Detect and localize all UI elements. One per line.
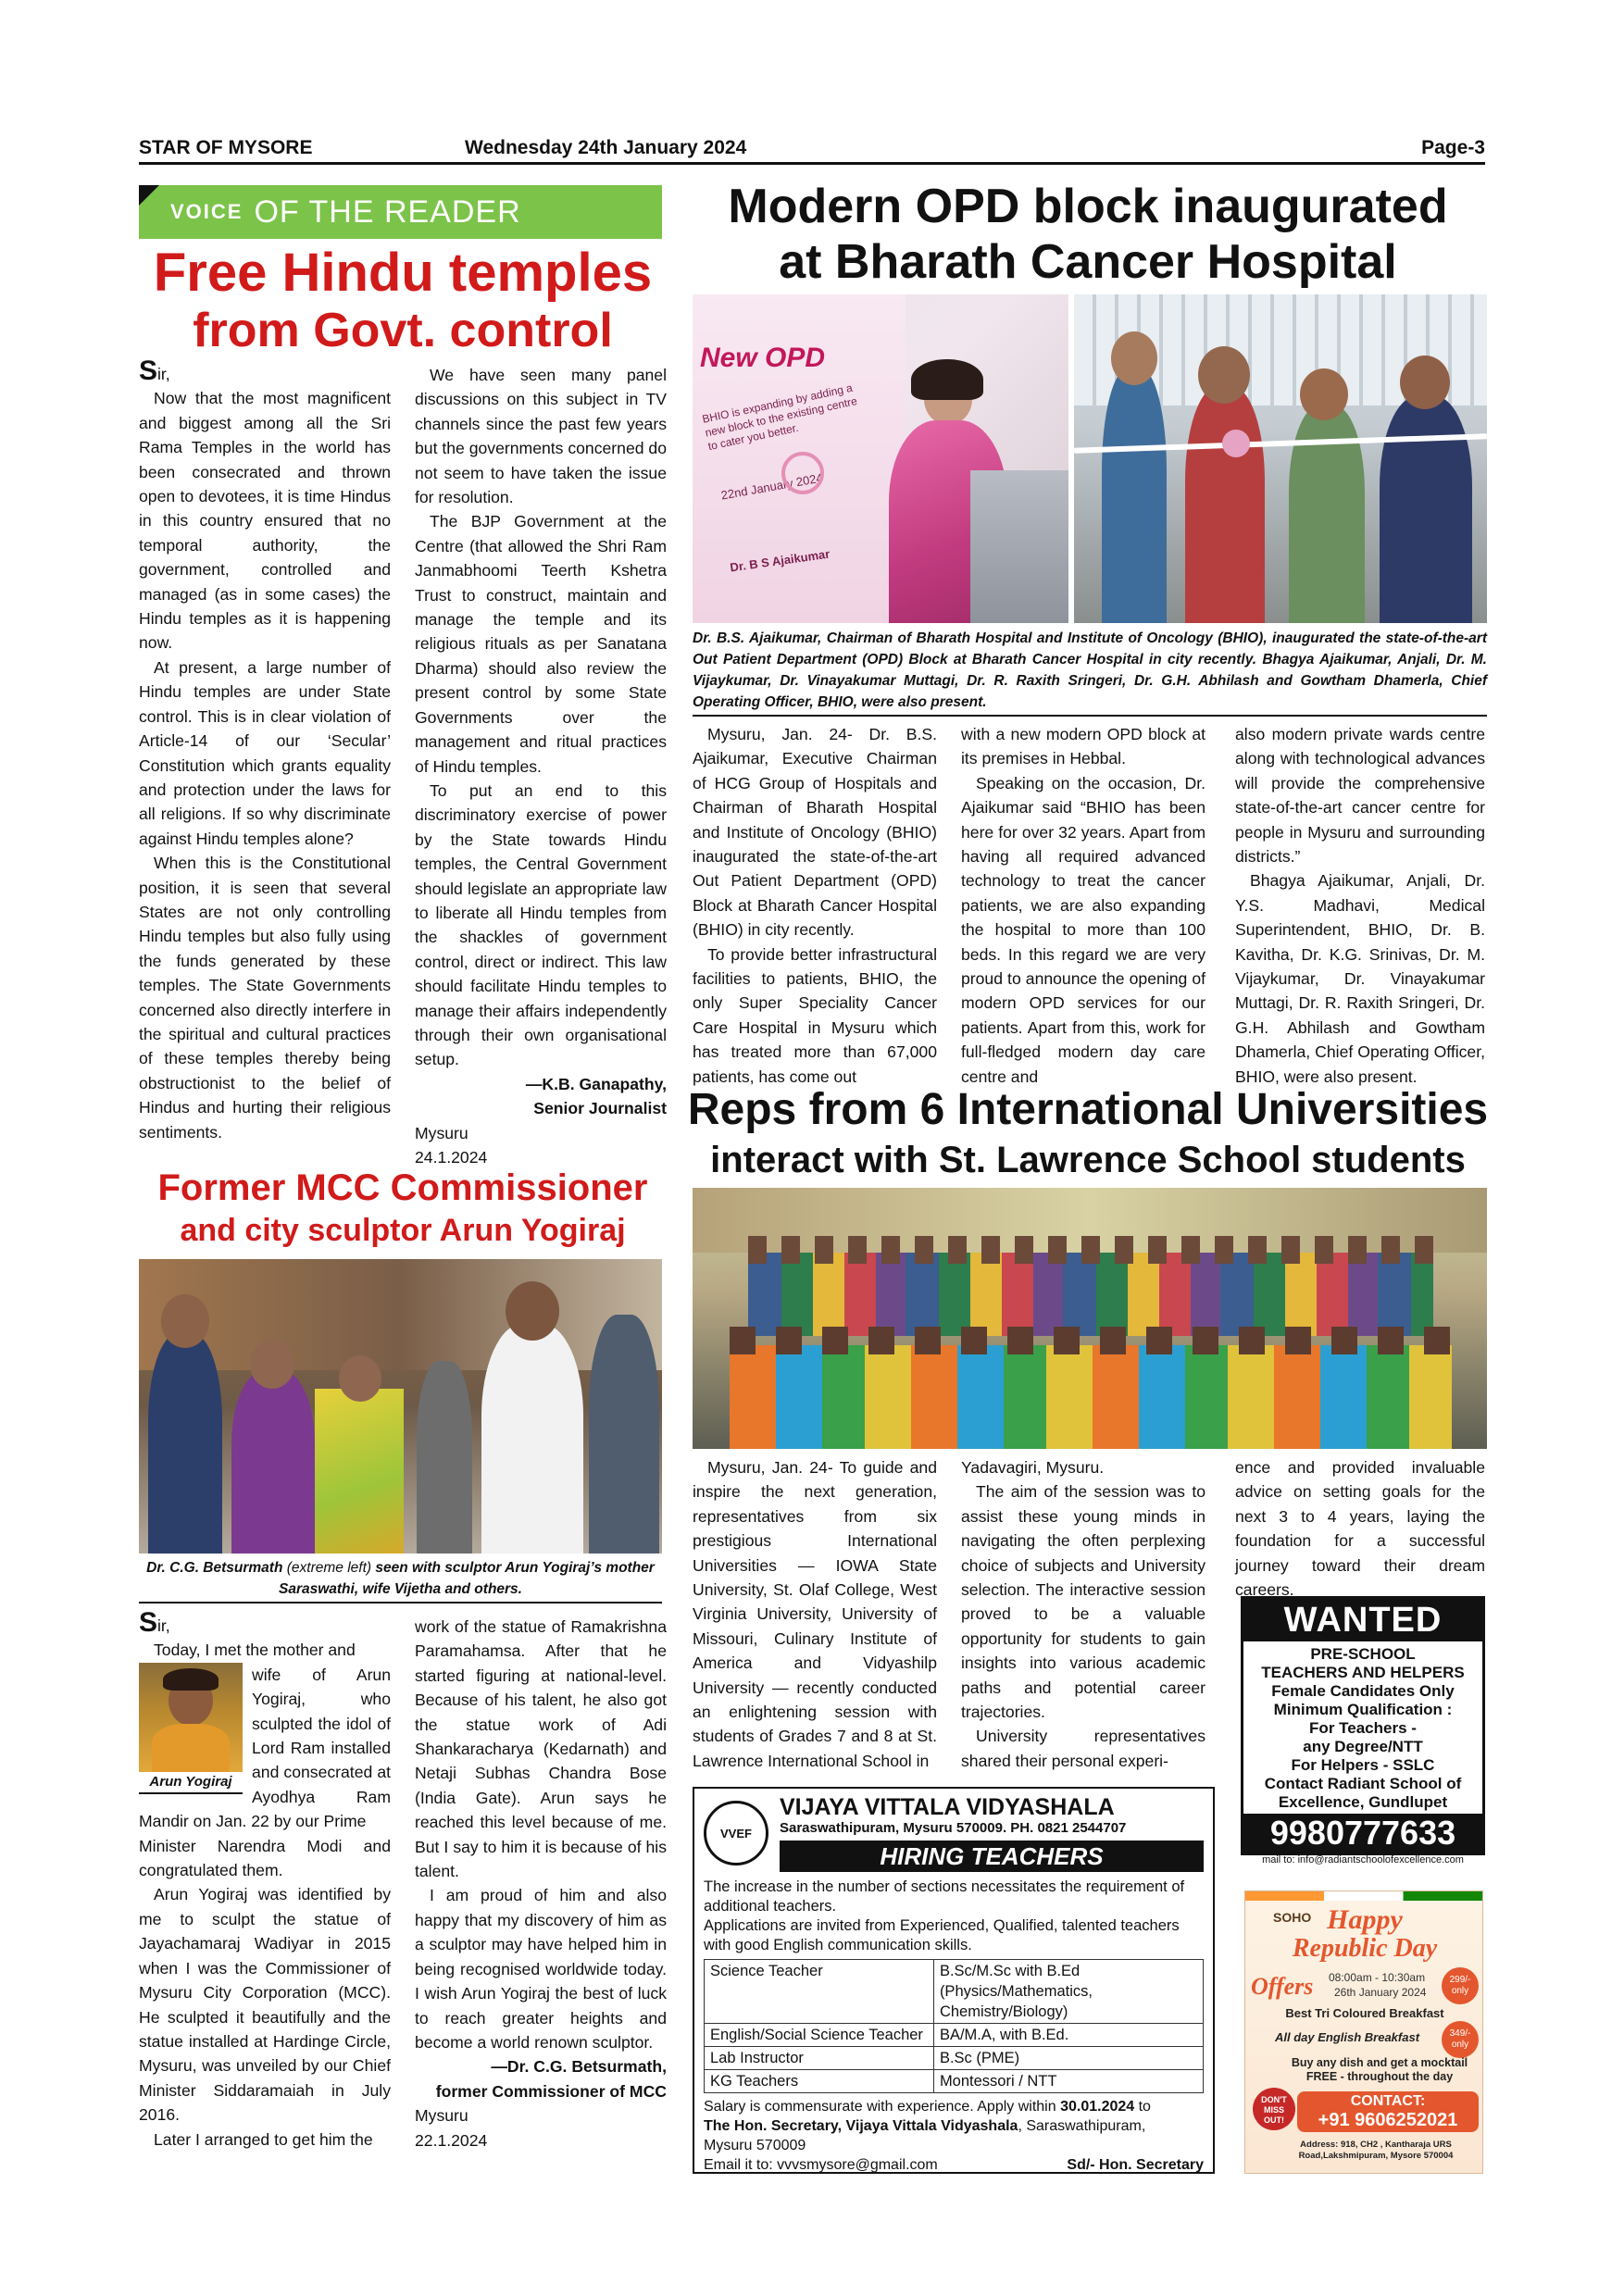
hiring-banner: HIRING TEACHERS — [780, 1841, 1204, 1872]
person-navy-saree — [1380, 396, 1472, 623]
post-cell: English/Social Science Teacher — [705, 2024, 934, 2047]
reps-col3-para: ence and provided invaluable advice on setting goals for the next 3 to 4 years, laying the foundation for a successful journey toward their dream careers. — [1235, 1458, 1485, 1600]
qualification-cell: B.Sc/M.Sc with B.Ed (Physics/Mathematics, Chemistry/Biology) — [933, 1960, 1203, 2024]
opd-col1-para: To provide better infrastructural facilities to patients, BHIO, the only Super Speciality Cancer Care Hospital in Mysuru which has treated more than 67,000 patients, has come out — [693, 944, 937, 1086]
opd-photo-caption: Dr. B.S. Ajaikumar, Chairman of Bharath Hospital and Institute of Oncology (BHIO), inaugurated the state-of-the-art Out Patient Department (OPD) Block at Bharath Cancer Hospital in city recently. Bhagya Ajaikumar, Anjali, Dr. M. Vijaykumar, Dr. Vinayakumar Muttagi, Dr. R. Raxith Sringeri, Dr. G.H. Abhilash and Gowtham Dhamerla, Chief Operating Officer, BHIO, were also present. — [693, 630, 1487, 710]
hiring-footer-4 — [704, 2155, 1204, 2175]
opd-column-3 — [1235, 722, 1485, 1089]
hiring-teachers-ad — [693, 1787, 1215, 2174]
reps-headline-line1: Reps from 6 International Universities — [687, 1085, 1489, 1134]
mcc-group-photo — [139, 1259, 662, 1554]
mcc-signature-name: —Dr. C.G. Betsurmath, — [491, 2057, 667, 2077]
students-heads-front — [730, 1327, 1452, 1354]
hiring-footer-1 — [704, 2097, 1204, 2116]
hiring-footer-2 — [704, 2116, 1204, 2136]
opd-headline-line1: Modern OPD block inaugurated — [728, 180, 1448, 233]
voice-column-1 — [139, 356, 391, 1144]
voice-col2-para: To put an end to this discriminatory exercise of power by the State towards Hindu temples, the Central Government should legislate an appropriate law to liberate all Hindu temples from the shackles of government control, direct or indirect. This law should facilitate Hindu temples to manage their affairs independently through their own organisational setup. — [415, 780, 667, 1069]
hiring-intro-1: The increase in the number of sections necessitates the requirement of additional teachers. — [704, 1878, 1185, 1915]
person-head — [1198, 346, 1250, 404]
mcc-caption-rule — [139, 1602, 662, 1603]
mcc-dropcap: S — [139, 1607, 158, 1638]
arun-yogiraj-inset-caption: Arun Yogiraj — [139, 1772, 243, 1794]
soho-phone: +91 9606252021 — [1318, 2110, 1458, 2130]
mcc-place: Mysuru — [415, 2106, 468, 2126]
soho-contact-label: CONTACT: — [1350, 2093, 1426, 2109]
arun-yogiraj-inset — [139, 1663, 243, 1794]
person-shawl — [152, 1724, 230, 1772]
caption-rule — [693, 715, 1487, 717]
table-row — [705, 2047, 1204, 2070]
footer-text: Salary is commensurate with experience. Apply within — [704, 2099, 1056, 2115]
opd-col3-para: also modern private wards centre along with technological advances will provide the comprehensive state-of-the-art cancer centre for people in Mysuru and surrounding districts.” — [1235, 725, 1485, 867]
post-cell: Lab Instructor — [705, 2047, 934, 2070]
wanted-line: Minimum Qualification : — [1273, 1701, 1453, 1718]
person-head — [1400, 356, 1450, 409]
person-head — [250, 1341, 294, 1389]
person-head — [161, 1294, 209, 1348]
issue-date: Wednesday 24th January 2024 — [465, 137, 747, 158]
voice-col2-para: We have seen many panel discussions on this subject in TV channels since the past few years but the governments concerned do not seem to have taken the issue for resolution. — [415, 366, 667, 507]
masthead-rule — [139, 162, 1485, 165]
opd-column-2 — [961, 722, 1206, 1089]
opd-col1-para: Mysuru, Jan. 24- Dr. B.S. Ajaikumar, Executive Chairman of HCG Group of Hospitals and Chairman of Bharath Hospital and Institute of Oncology (BHIO) inaugurated the state-of-the-art Out Patient Department (OPD) Block at Bharath Cancer Hospital (BHIO) in city recently. — [693, 725, 937, 940]
mcc-col2-para: I am proud of him and also happy that my discovery of him as a sculptor may have helped him in being recognised worldwide today. I wish Arun Yogiraj the best of luck to reach greater heights and become a world renown sculptor. — [415, 1886, 667, 2052]
footer-text: , Saraswathipuram, — [1018, 2118, 1146, 2134]
soho-price-badge-1: 299/- only — [1442, 1967, 1479, 2004]
mcc-signature-title: former Commissioner of MCC — [435, 2081, 667, 2101]
soho-republic-day-ad — [1244, 1890, 1483, 2174]
wanted-line: PRE-SCHOOL — [1310, 1645, 1416, 1663]
table-row — [705, 1960, 1204, 2024]
wanted-line: For Teachers - — [1309, 1719, 1417, 1737]
person-hair — [163, 1668, 219, 1691]
wanted-line: TEACHERS AND HELPERS — [1261, 1664, 1465, 1681]
wanted-title: WANTED — [1243, 1599, 1482, 1641]
wanted-line: any Degree/NTT — [1303, 1738, 1423, 1755]
mcc-col1-after: Minister Narendra Modi and congratulated them. — [139, 1836, 391, 1880]
person-head — [1300, 368, 1348, 420]
paper-name: STAR OF MYSORE — [139, 137, 313, 158]
hiring-footer-3: Mysuru 570009 — [704, 2138, 806, 2153]
qualification-cell: B.Sc (PME) — [933, 2047, 1203, 2070]
soho-greeting-2: Republic Day — [1292, 1934, 1438, 1963]
hiring-email: Email it to: vvvsmysore@gmail.com — [704, 2157, 938, 2173]
plaque-text: BHIO is expanding by adding a new block to the existing centre to cater you better. — [701, 381, 858, 454]
room-wall — [139, 1259, 662, 1370]
school-name: VIJAYA VITTALA VIDYASHALA — [780, 1794, 1115, 1820]
plaque-date: 22nd January 2024 — [719, 470, 824, 503]
person-hair — [911, 359, 983, 400]
mcc-col1-para: Arun Yogiraj was identified by me to sculpt the statue of Jayachamaraj Wadiyar in 2015 when I was the Commissioner of Mysuru City Corporation (MCC). He sculpted it beautifully and the statue installed at Hardinge Circle, Mysuru, was unveiled by our Chief Minister Siddaramaiah in July 2016. — [139, 1885, 391, 2125]
voice-headline-line2: from Govt. control — [193, 304, 613, 357]
qualification-cell: BA/M.A, with B.Ed. — [933, 2024, 1203, 2047]
voice-headline-line1: Free Hindu temples — [153, 243, 653, 303]
voice-date: 24.1.2024 — [415, 1148, 488, 1167]
voice-tag: VOICE — [170, 200, 244, 223]
person-saraswathi — [231, 1370, 315, 1554]
footer-text: to — [1138, 2099, 1151, 2115]
wanted-line: For Helpers - SSLC — [1291, 1756, 1435, 1774]
person-red-shirt — [1185, 387, 1265, 623]
soho-item-3: Buy any dish and get a mocktail FREE - throughout the day — [1291, 2056, 1468, 2083]
voice-signature-name: —K.B. Ganapathy, — [525, 1074, 667, 1093]
person-blue-shirt — [1102, 368, 1167, 623]
banner-corner-icon — [139, 185, 159, 206]
wanted-ad — [1241, 1596, 1485, 1866]
person-right — [589, 1315, 659, 1554]
dont-miss-badge: DON'T MISS OUT! — [1253, 2088, 1295, 2130]
reps-col2-para: The aim of the session was to assist these young minds in navigating the often perplexing choice of subjects and University selection. The interactive session proved to be a valuable opportunity for students to gain insights into various academic paths and potential career trajectories. — [961, 1482, 1206, 1722]
qualification-cell: Montessori / NTT — [933, 2070, 1203, 2093]
page-number: Page-3 — [1421, 137, 1485, 158]
opd-headline-line2: at Bharath Cancer Hospital — [779, 235, 1397, 289]
plaque-name: Dr. B S Ajaikumar — [729, 546, 831, 575]
table-row — [705, 2070, 1204, 2093]
mcc-column-1 — [139, 1607, 391, 2152]
reps-column-2 — [961, 1455, 1206, 1773]
reps-group-photo — [693, 1188, 1487, 1449]
deadline: 30.01.2024 — [1060, 2099, 1135, 2115]
mcc-headline-line2: and city sculptor Arun Yogiraj — [180, 1213, 626, 1248]
soho-brand: SOHO — [1273, 1910, 1312, 1925]
mcc-date: 22.1.2024 — [415, 2130, 488, 2150]
reps-col2-para: Yadavagiri, Mysuru. — [961, 1458, 1105, 1477]
mcc-col1-wrap: wife of Arun Yogiraj, who sculpted the idol of Lord Ram installed and consecrated at Ayodhya Ram Mandir on Jan. 22 by our Prime — [139, 1665, 391, 1831]
person-white-shirt — [481, 1324, 583, 1554]
school-address: Saraswathipuram, Mysuru 570009. PH. 0821 2544707 — [780, 1820, 1127, 1836]
mcc-col1-intro: Today, I met the mother and — [154, 1641, 356, 1660]
students-back-row — [748, 1253, 1433, 1336]
mcc-column-2 — [415, 1615, 667, 2152]
mcc-caption-bold: seen with sculptor Arun Yogiraj’s mother Saraswathi, wife Vijetha and others. — [278, 1560, 655, 1597]
person-betsurmath — [148, 1333, 222, 1554]
soho-greeting-1: Happy — [1327, 1904, 1403, 1935]
hiring-intro-2: Applications are invited from Experienced, Qualified, talented teachers with good English communication skills. — [704, 1917, 1180, 1953]
person-background — [417, 1361, 472, 1554]
opd-column-1 — [693, 722, 937, 1089]
arun-yogiraj-photo — [139, 1663, 243, 1772]
plaque-title: New OPD — [700, 343, 826, 373]
person-head — [1111, 331, 1157, 385]
post-cell: Science Teacher — [705, 1960, 934, 2024]
soho-date: 26th January 2024 — [1334, 1986, 1427, 1999]
soho-price-badge-2: 349/- only — [1442, 2021, 1479, 2058]
post-cell: KG Teachers — [705, 2070, 934, 2093]
voice-signature-title: Senior Journalist — [533, 1099, 667, 1118]
opd-col2-para: with a new modern OPD block at its premises in Hebbal. — [961, 725, 1206, 768]
mcc-headline-line1: Former MCC Commissioner — [157, 1167, 648, 1208]
voice-salutation: ir, — [157, 365, 170, 383]
person-head — [506, 1281, 559, 1341]
voice-col1-para: Now that the most magnificent and biggest among all the Sri Rama Temples in the world has been consecrated and thrown open to devotees, it is time Hindus in this country ensured that no temporal authority, the government, controlled and managed (as in some cases) the Hindu temples as it is happening now. — [139, 389, 391, 653]
mcc-col2-para: work of the statue of Ramakrishna Paramahamsa. After that he started figuring at national-level. Because of his talent, he also got the statue work of Adi Shankaracharya (Kedarnath) and Netaji Subhas Chandra Bose (India Gate). Arun says he reached this level because of me. But I say to him it is because of his talent. — [415, 1617, 667, 1881]
students-front-row — [730, 1345, 1452, 1449]
soho-offers: Offers — [1251, 1973, 1314, 2000]
opd-col3-para: Bhagya Ajaikumar, Anjali, Dr. Y.S. Madhavi, Medical Superintendent, BHIO, Dr. B. Kavitha, Dr. K.G. Srinivas, Dr. M. Vijaykumar, Dr. Vinayakumar Muttagi, Dr. R. Raxith Sringeri, Dr. G.H. Abhilash and Gowtham Dhamerla, Chief Operating Officer, BHIO, were also present. — [1235, 871, 1485, 1086]
wanted-mail: mail to: info@radiantschoolofexcellence.com — [1262, 1854, 1464, 1866]
wanted-line: Female Candidates Only — [1271, 1682, 1455, 1700]
voice-col1-para: At present, a large number of Hindu temples are under State control. This is in clear violation of Article-14 of our ‘Secular’ Constitution which grants equality and protection under the laws for all religions. If so why discriminate against Hindu temples alone? — [139, 657, 391, 848]
soho-time: 08:00am - 10:30am — [1329, 1971, 1426, 1984]
opd-col2-para: Speaking on the occasion, Dr. Ajaikumar said “BHIO has been here for over 32 years. Apart from having all required advanced technology to treat the cancer patients, we are also expanding the hospital to more than 100 beds. In this regard we are very proud to announce the opening of modern OPD services for our patients. Apart from this, work for full-fledged modern day care centre and — [961, 773, 1206, 1086]
secretary-name: The Hon. Secretary, Vijaya Vittala Vidyashala — [704, 2118, 1018, 2134]
mcc-caption-plain: (extreme left) — [286, 1560, 372, 1576]
mcc-caption-bold: Dr. C.G. Betsurmath — [146, 1560, 283, 1576]
opd-photo-ribbon-cutting — [1074, 294, 1487, 623]
soho-item-2: All day English Breakfast — [1274, 2030, 1420, 2044]
wanted-phone: 9980777633 — [1243, 1814, 1482, 1853]
reps-col2-para: University representatives shared their personal experi- — [961, 1727, 1206, 1770]
soho-item-1: Best Tri Coloured Breakfast — [1285, 2006, 1444, 2020]
opd-photo-plaque — [693, 294, 1068, 623]
reps-col1-para: Mysuru, Jan. 24- To guide and inspire the next generation, representatives from six prestigious International Universities — IOWA State University, St. Olaf College, West Virginia University, University of Missouri, Culinary Institute of America and Vidyashilp University — recently conducted an enlightening session with students of Grades 7 and 8 at St. Lawrence International School in — [693, 1458, 937, 1770]
school-logo-icon: VVEF — [704, 1801, 768, 1866]
soho-address: Address: 918, CH2 , Kantharaja URS Road,Lakshmipuram, Mysore 570004 — [1298, 2140, 1454, 2161]
reps-column-3 — [1235, 1455, 1485, 1602]
ribbon-icon — [781, 452, 824, 494]
students-heads-back — [748, 1236, 1433, 1264]
person-vijetha — [315, 1389, 404, 1554]
voice-col2-para: The BJP Government at the Centre (that allowed the Shri Ram Janmabhoomi Teerth Kshetra Trust to construct, maintain and manage the temple and its religious rituals as per Sanatana Dharma) should also review the present control by some State Governments over the management and ritual practices of Hindu temples. — [415, 512, 667, 776]
wanted-line: Contact Radiant School of — [1264, 1775, 1462, 1792]
person-head — [339, 1355, 381, 1402]
mcc-salutation: ir, — [157, 1616, 170, 1635]
hiring-sign: Sd/- Hon. Secretary — [1067, 2157, 1204, 2173]
voice-col1-para: When this is the Constitutional position, it is seen that several States are not only controlling Hindu temples but also fully using the funds generated by these temples. The State Governments concerned also directly interfere in the spiritual and cultural practices of these temples thereby being obstructionist to the belief of Hindus and hurting their religious sentiments. — [139, 854, 391, 1142]
reps-column-1 — [693, 1455, 937, 1773]
wanted-line: Excellence, Gundlupet — [1278, 1793, 1448, 1811]
soho-contact-box — [1297, 2091, 1479, 2132]
mcc-col1-para: Later I arranged to get him the — [154, 2129, 373, 2149]
background-wall — [970, 470, 1068, 623]
table-row — [705, 2024, 1204, 2047]
reps-headline-line2: interact with St. Lawrence School students — [710, 1140, 1466, 1180]
voice-of-reader-banner — [139, 185, 662, 239]
ribbon-bow-icon — [1222, 430, 1250, 457]
voice-column-2 — [415, 363, 667, 1169]
mcc-photo-caption — [139, 1557, 662, 1600]
voice-tag-rest: OF THE READER — [254, 193, 521, 230]
hiring-table — [704, 1959, 1204, 2093]
voice-dropcap: S — [139, 356, 158, 386]
voice-place: Mysuru — [415, 1123, 468, 1142]
tricolor-strip — [1245, 1891, 1483, 1901]
